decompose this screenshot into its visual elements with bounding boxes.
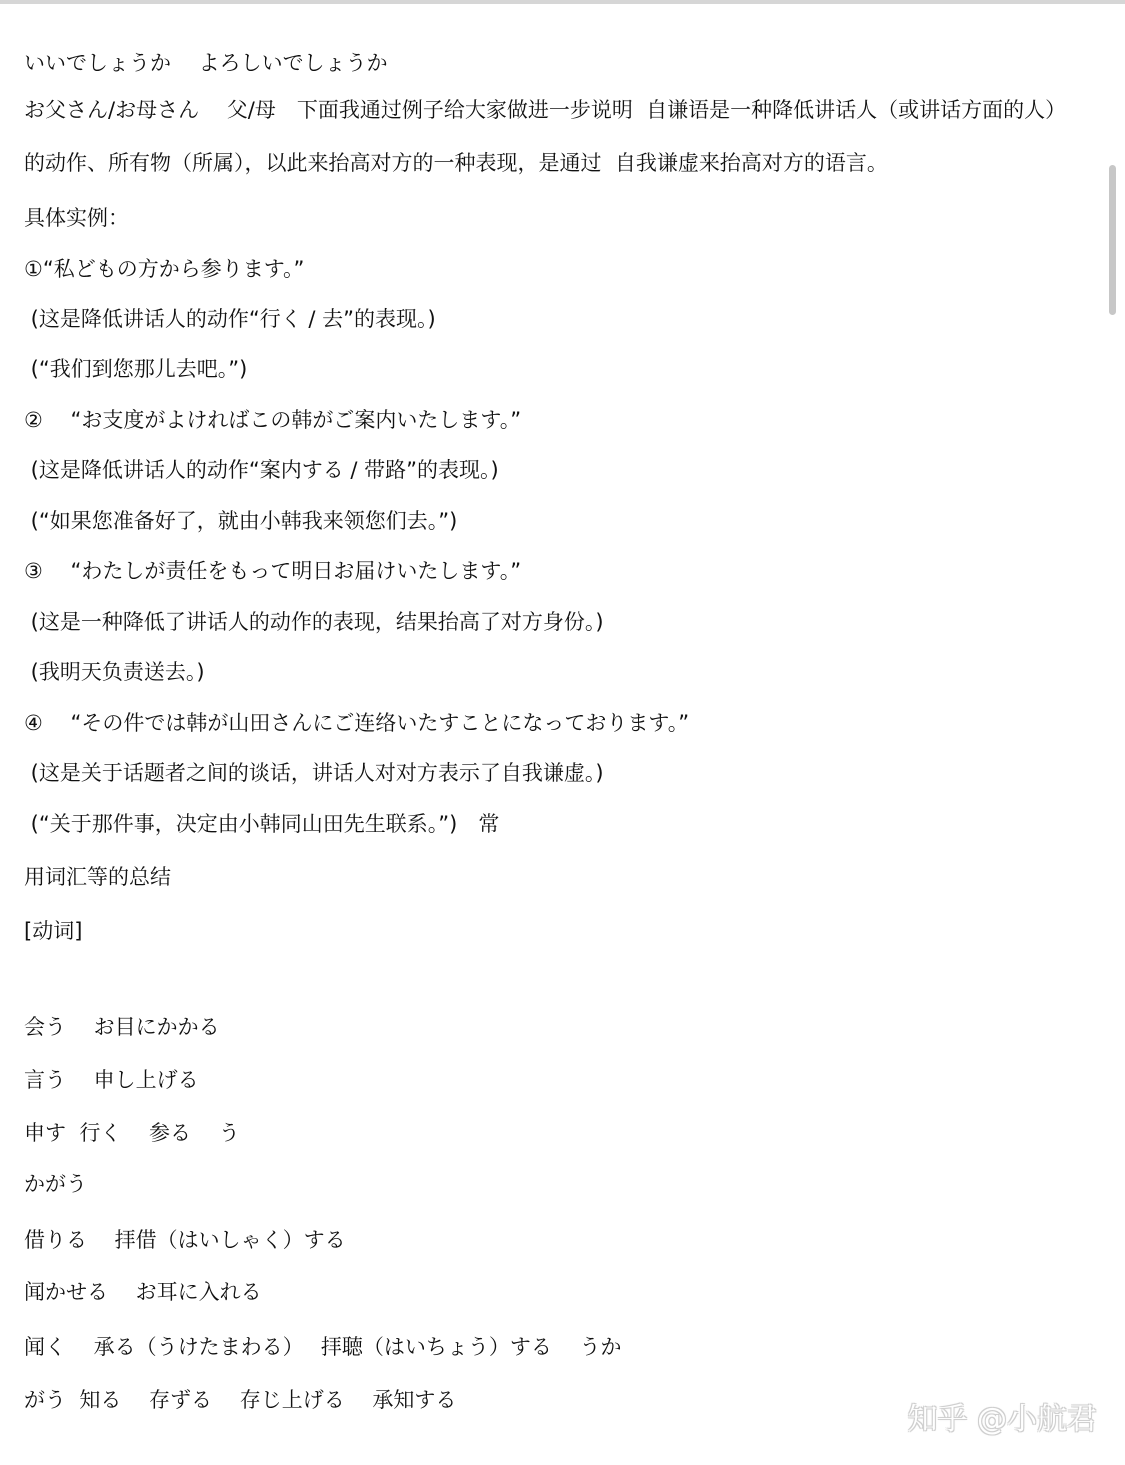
text-line: お父さん/お母さん 父/母 下面我通过例子给大家做进一步说明 自谦语是一种降低讲话人（或讲话方面的人）	[24, 98, 1067, 122]
text-line: (这是降低讲话人的动作“行く / 去”的表现。)	[24, 307, 436, 331]
text-line: (这是一种降低了讲话人的动作的表现，结果抬高了对方身份。)	[24, 610, 604, 634]
text-line: 会う お目にかかる	[24, 1015, 220, 1039]
text-line: がう 知る 存ずる 存じ上げる 承知する	[24, 1388, 457, 1412]
text-line: 申す 行く 参る う	[24, 1121, 240, 1145]
text-line: 闻く 承る（うけたまわる） 拝聴（はいちょう）する うか	[24, 1335, 622, 1359]
text-line: (这是关于话题者之间的谈话，讲话人对对方表示了自我谦虚。)	[24, 761, 604, 785]
text-line: かがう	[24, 1172, 87, 1196]
text-line: 的动作、所有物（所属），以此来抬高对方的一种表现，是通过 自我谦虚来抬高对方的语言。	[24, 151, 888, 175]
text-line: 具体实例：	[24, 206, 129, 230]
text-line: ①“私どもの方から参ります。”	[24, 257, 305, 281]
text-line: (“关于那件事，决定由小韩同山田先生联系。”) 常	[24, 812, 500, 836]
text-line: 言う 申し上げる	[24, 1068, 199, 1092]
text-line: (我明天负责送去。)	[24, 660, 205, 684]
text-line: (“如果您准备好了，就由小韩我来领您们去。”)	[24, 509, 458, 533]
section-heading: [动词]	[24, 919, 83, 943]
text-line: (这是降低讲话人的动作“案内する / 带路”的表现。)	[24, 458, 499, 482]
text-line: 闻かせる お耳に入れる	[24, 1280, 262, 1304]
watermark: 知乎 @小航君	[907, 1402, 1097, 1437]
text-line: いいでしょうか よろしいでしょうか	[24, 51, 388, 75]
text-line: ② “お支度がよければこの韩がご案内いたします。”	[24, 408, 522, 432]
scrollbar-thumb[interactable]	[1109, 165, 1116, 315]
text-line: ④ “その件では韩が山田さんにご连络いたすことになっております。”	[24, 711, 690, 735]
text-line: (“我们到您那儿去吧。”)	[24, 357, 248, 381]
text-line: ③ “わたしが责任をもって明日お届けいたします。”	[24, 559, 522, 583]
text-line: 用词汇等的总结	[24, 865, 171, 889]
text-line: 借りる 拝借（はいしゃく）する	[24, 1228, 346, 1252]
